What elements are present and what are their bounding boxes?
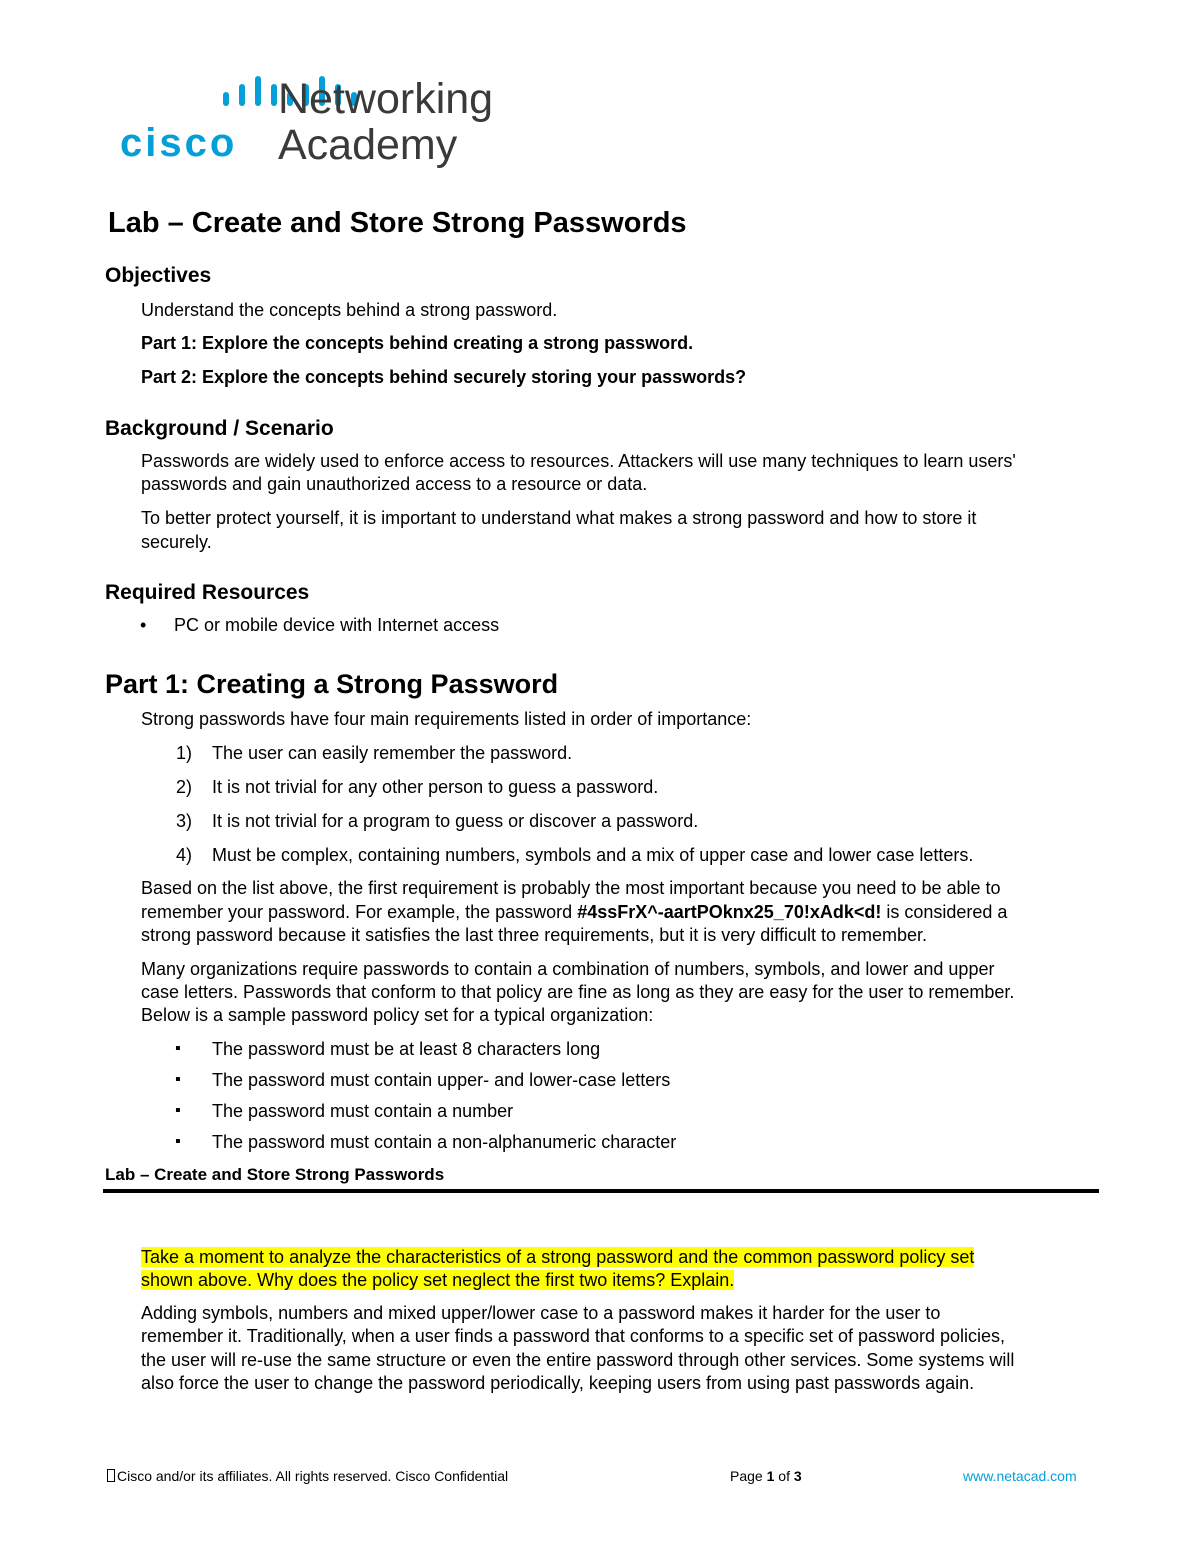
policy-bullet: ▪ — [175, 1102, 181, 1119]
objectives-intro: Understand the concepts behind a strong password. — [141, 300, 558, 320]
policy-bullet: ▪ — [175, 1071, 181, 1088]
policy-item: The password must contain upper- and lower-case letters — [212, 1070, 671, 1090]
copyright-icon — [107, 1469, 115, 1482]
logo-line1: Networking — [278, 75, 494, 123]
part1-heading: Part 1: Creating a Strong Password — [105, 669, 559, 699]
list-number: 4) — [176, 845, 193, 865]
page-total: 3 — [793, 1468, 802, 1484]
header-rule — [103, 1189, 1099, 1193]
answer-line1: Adding symbols, numbers and mixed upper/lower case to a password makes it harder for the user to — [141, 1303, 941, 1323]
page-title: Lab – Create and Store Strong Passwords — [108, 207, 687, 239]
background-heading: Background / Scenario — [105, 417, 334, 440]
footer-link[interactable]: www.netacad.com — [963, 1468, 1077, 1484]
list-number: 2) — [176, 777, 193, 797]
copyright-text: Cisco and/or its affiliates. All rights reserved. Cisco Confidential — [117, 1468, 509, 1484]
answer-line2: remember it. Traditionally, when a user finds a password that conforms to a specific set of password policies, — [141, 1326, 1006, 1346]
part1-intro: Strong passwords have four main requirements listed in order of importance: — [141, 709, 752, 729]
question-text-1: Take a moment to analyze the characteristics of a strong password and the common password policy set — [141, 1247, 975, 1267]
list-item: Must be complex, containing numbers, symbols and a mix of upper case and lower case letters. — [212, 845, 974, 865]
background-p2-line1: To better protect yourself, it is important to understand what makes a strong password and how to store it — [141, 508, 977, 528]
list-number: 1) — [176, 743, 193, 763]
footer-page — [730, 1467, 802, 1485]
based-line3: strong password because it satisfies the last three requirements, but it is very difficult to remember. — [141, 925, 928, 945]
many-line1: Many organizations require passwords to contain a combination of numbers, symbols, and lower and upper — [141, 959, 995, 979]
based-line1: Based on the list above, the first requirement is probably the most important because you need to be able to — [141, 878, 1001, 898]
answer-line3: the user will re-use the same structure or even the entire password through other services. Some systems will — [141, 1350, 1015, 1370]
based-line2-post: is considered a — [881, 902, 1008, 922]
policy-item: The password must be at least 8 characters long — [212, 1039, 601, 1059]
based-line2-pre: remember your password. For example, the password — [141, 902, 578, 922]
example-password: #4ssFrX^-aartPOknx25_70!xAdk<d! — [577, 902, 882, 922]
resources-bullet: • — [140, 615, 147, 635]
resources-heading: Required Resources — [105, 581, 310, 604]
list-item: It is not trivial for any other person to guess a password. — [212, 777, 659, 797]
many-line3: Below is a sample password policy set for a typical organization: — [141, 1005, 654, 1025]
policy-item: The password must contain a number — [212, 1101, 514, 1121]
question-line1 — [141, 1245, 1101, 1269]
footer-copyright — [117, 1467, 508, 1485]
resources-item: PC or mobile device with Internet access — [174, 615, 500, 635]
page-prefix: Page — [730, 1468, 767, 1484]
answer-line4: also force the user to change the password periodically, keeping users from using past passwords again. — [141, 1373, 975, 1393]
based-line2 — [141, 900, 1101, 924]
page-header: Lab – Create and Store Strong Passwords — [105, 1165, 445, 1184]
list-item: The user can easily remember the password. — [212, 743, 573, 763]
objective-part1: Part 1: Explore the concepts behind creating a strong password. — [141, 333, 694, 353]
many-line2: case letters. Passwords that conform to that policy are fine as long as they are easy for the user to remember. — [141, 982, 1015, 1002]
question-text-2: shown above. Why does the policy set neglect the first two items? Explain. — [141, 1270, 735, 1290]
page-number: 1 — [766, 1468, 775, 1484]
question-line2 — [141, 1268, 1101, 1292]
page-of: of — [774, 1468, 794, 1484]
list-item: It is not trivial for a program to guess or discover a password. — [212, 811, 699, 831]
policy-item: The password must contain a non-alphanumeric character — [212, 1132, 677, 1152]
objective-part2: Part 2: Explore the concepts behind securely storing your passwords? — [141, 367, 747, 387]
policy-bullet: ▪ — [175, 1133, 181, 1150]
logo-brand: cisco — [120, 121, 238, 165]
background-p1-line1: Passwords are widely used to enforce access to resources. Attackers will use many techniques to learn users' — [141, 451, 1016, 471]
policy-bullet: ▪ — [175, 1040, 181, 1057]
background-p1-line2: passwords and gain unauthorized access to a resource or data. — [141, 474, 648, 494]
logo-line2: Academy — [278, 121, 458, 169]
background-p2-line2: securely. — [141, 532, 212, 552]
objectives-heading: Objectives — [105, 264, 212, 287]
list-number: 3) — [176, 811, 193, 831]
